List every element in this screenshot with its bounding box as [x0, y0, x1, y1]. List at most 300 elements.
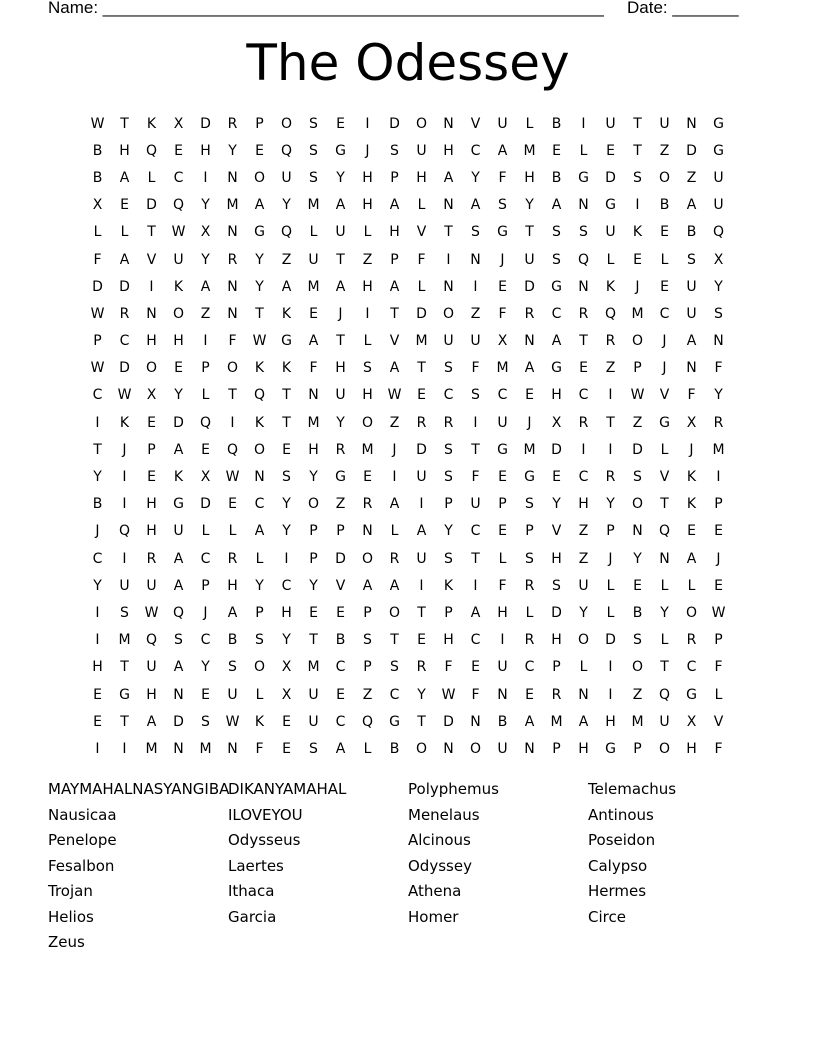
grid-letter: F	[498, 577, 507, 594]
grid-letter: F	[714, 740, 723, 757]
grid-letter: Q	[145, 632, 158, 649]
grid-letter: X	[686, 414, 697, 431]
grid-letter: H	[524, 169, 535, 186]
grid-letter: U	[173, 523, 184, 540]
grid-letter: Y	[201, 197, 210, 214]
grid-letter: C	[335, 713, 346, 730]
grid-letter: M	[145, 740, 158, 757]
grid-letter: A	[686, 550, 697, 567]
grid-letter: A	[389, 577, 400, 594]
grid-letter: U	[659, 713, 670, 730]
grid-letter: H	[362, 278, 373, 295]
grid-letter: N	[497, 686, 508, 703]
grid-letter: I	[581, 441, 586, 458]
grid-letter: N	[362, 523, 373, 540]
grid-letter: N	[578, 197, 589, 214]
grid-letter: A	[227, 604, 238, 621]
grid-letter: V	[659, 387, 670, 404]
grid-letter: W	[90, 305, 105, 322]
grid-letter: Y	[417, 686, 426, 703]
grid-letter: A	[173, 550, 184, 567]
grid-letter: U	[605, 115, 616, 132]
grid-letter: Y	[552, 496, 561, 513]
grid-letter: J	[608, 550, 613, 567]
grid-letter: T	[444, 224, 453, 241]
grid-letter: S	[390, 142, 399, 159]
grid-letter: S	[498, 197, 507, 214]
grid-letter: G	[254, 224, 265, 241]
grid-letter: C	[281, 577, 292, 594]
grid-letter: R	[389, 550, 400, 567]
word-list	[48, 777, 768, 956]
grid-letter: A	[389, 197, 400, 214]
grid-letter: Y	[255, 251, 264, 268]
grid-letter: P	[93, 333, 102, 350]
grid-letter: H	[416, 169, 427, 186]
grid-letter: G	[281, 333, 292, 350]
grid-letter: N	[308, 387, 319, 404]
grid-letter: I	[716, 469, 721, 486]
grid-letter: W	[144, 604, 159, 621]
grid-letter: F	[471, 360, 480, 377]
grid-letter: L	[579, 659, 588, 676]
grid-letter: M	[550, 713, 563, 730]
grid-letter: D	[524, 278, 535, 295]
grid-letter: X	[497, 333, 508, 350]
grid-letter: I	[95, 414, 100, 431]
name-field-label: Name: _____________________________________________________	[48, 0, 604, 17]
grid-letter: L	[147, 169, 156, 186]
grid-letter: O	[226, 360, 239, 377]
grid-letter: I	[608, 659, 613, 676]
grid-letter: S	[201, 713, 210, 730]
grid-letter: A	[146, 713, 157, 730]
grid-letter: F	[471, 469, 480, 486]
grid-letter: Z	[335, 496, 346, 513]
grid-letter: A	[335, 740, 346, 757]
grid-letter: A	[281, 278, 292, 295]
word-list-item: Poseidon	[588, 831, 656, 849]
grid-letter: X	[281, 659, 292, 676]
word-list-item: Odyssey	[408, 856, 472, 875]
grid-letter: N	[524, 333, 535, 350]
grid-letter: Y	[579, 604, 588, 621]
grid-letter: B	[551, 169, 562, 186]
grid-letter: P	[444, 496, 453, 513]
grid-letter: A	[200, 278, 211, 295]
grid-letter: C	[686, 659, 697, 676]
grid-letter: U	[713, 197, 724, 214]
grid-letter: N	[578, 686, 589, 703]
grid-letter: F	[255, 740, 264, 757]
grid-letter: M	[307, 197, 320, 214]
grid-letter: H	[443, 142, 454, 159]
grid-letter: B	[497, 713, 508, 730]
grid-letter: F	[228, 333, 237, 350]
grid-letter: I	[419, 496, 424, 513]
grid-letter: S	[552, 577, 561, 594]
grid-letter: M	[712, 441, 725, 458]
grid-letter: G	[659, 414, 670, 431]
grid-letter: U	[497, 659, 508, 676]
word-list-item: Athena	[408, 882, 462, 900]
grid-letter: R	[686, 632, 697, 649]
grid-letter: T	[660, 496, 669, 513]
grid-letter: I	[473, 577, 478, 594]
grid-letter: O	[415, 740, 428, 757]
grid-letter: R	[227, 550, 238, 567]
grid-letter: Y	[228, 142, 237, 159]
grid-letter: Q	[172, 197, 185, 214]
word-list-item: ILOVEYOU	[228, 805, 303, 824]
grid-letter: M	[361, 441, 374, 458]
grid-letter: L	[606, 604, 615, 621]
grid-letter: M	[307, 278, 320, 295]
grid-letter: R	[578, 414, 589, 431]
grid-letter: T	[390, 632, 399, 649]
grid-letter: W	[225, 713, 240, 730]
word-list-item: Odysseus	[228, 831, 301, 849]
word-list-item: Laertes	[228, 856, 284, 875]
grid-letter: U	[497, 115, 508, 132]
grid-letter: Z	[200, 305, 211, 322]
grid-letter: L	[363, 333, 372, 350]
grid-letter: H	[443, 632, 454, 649]
grid-letter: O	[685, 604, 698, 621]
grid-letter: Z	[632, 414, 643, 431]
word-list-item: Ithaca	[228, 882, 275, 900]
grid-letter: S	[552, 224, 561, 241]
word-search-grid	[84, 110, 732, 763]
grid-letter: A	[254, 523, 265, 540]
grid-letter: P	[363, 604, 372, 621]
grid-letter: G	[119, 686, 130, 703]
grid-letter: T	[579, 333, 588, 350]
grid-letter: A	[416, 523, 427, 540]
grid-letter: U	[686, 305, 697, 322]
grid-letter: E	[525, 387, 534, 404]
grid-letter: I	[230, 414, 235, 431]
grid-letter: Z	[281, 251, 292, 268]
grid-letter: E	[201, 686, 210, 703]
grid-letter: Q	[658, 686, 671, 703]
grid-letter: T	[336, 333, 345, 350]
grid-letter: B	[227, 632, 238, 649]
grid-letter: M	[307, 414, 320, 431]
grid-letter: K	[686, 496, 697, 513]
grid-letter: R	[416, 414, 427, 431]
grid-letter: T	[525, 224, 534, 241]
grid-letter: A	[173, 441, 184, 458]
grid-letter: R	[416, 659, 427, 676]
grid-letter: B	[92, 169, 103, 186]
grid-letter: C	[443, 387, 454, 404]
grid-letter: Q	[172, 604, 185, 621]
grid-letter: L	[363, 224, 372, 241]
grid-letter: Z	[362, 686, 373, 703]
grid-letter: V	[416, 224, 427, 241]
grid-letter: I	[122, 496, 127, 513]
grid-letter: Y	[282, 496, 291, 513]
grid-letter: G	[335, 142, 346, 159]
grid-letter: B	[551, 115, 562, 132]
grid-letter: A	[524, 360, 535, 377]
grid-letter: A	[497, 142, 508, 159]
grid-letter: O	[631, 333, 644, 350]
grid-letter: I	[446, 251, 451, 268]
grid-letter: D	[389, 115, 400, 132]
grid-letter: J	[662, 333, 667, 350]
grid-letter: U	[146, 659, 157, 676]
grid-letter: E	[147, 469, 156, 486]
grid-letter: V	[713, 713, 724, 730]
grid-letter: B	[632, 604, 643, 621]
grid-letter: Y	[282, 632, 291, 649]
grid-letter: P	[552, 740, 561, 757]
grid-letter: R	[713, 414, 724, 431]
grid-letter: J	[689, 441, 694, 458]
grid-letter: C	[470, 523, 481, 540]
grid-letter: C	[200, 550, 211, 567]
grid-letter: S	[255, 632, 264, 649]
grid-letter: X	[551, 414, 562, 431]
grid-letter: V	[335, 577, 346, 594]
grid-letter: Q	[577, 251, 590, 268]
grid-letter: G	[497, 441, 508, 458]
grid-letter: A	[173, 659, 184, 676]
grid-letter: S	[633, 169, 642, 186]
grid-letter: X	[713, 251, 724, 268]
grid-letter: M	[523, 441, 536, 458]
page-title: The Odessey	[246, 34, 570, 92]
date-field-label: Date: _______	[627, 0, 739, 17]
grid-letter: Y	[525, 197, 534, 214]
grid-letter: A	[173, 577, 184, 594]
grid-letter: E	[255, 142, 264, 159]
grid-letter: E	[498, 278, 507, 295]
grid-letter: U	[713, 169, 724, 186]
grid-letter: P	[633, 360, 642, 377]
grid-letter: S	[309, 740, 318, 757]
grid-letter: E	[633, 577, 642, 594]
grid-letter: H	[551, 550, 562, 567]
grid-letter: S	[444, 360, 453, 377]
grid-letter: S	[363, 632, 372, 649]
grid-letter: L	[255, 686, 264, 703]
grid-letter: Y	[201, 659, 210, 676]
grid-letter: L	[660, 632, 669, 649]
grid-letter: K	[254, 713, 265, 730]
grid-letter: E	[687, 523, 696, 540]
grid-letter: H	[551, 632, 562, 649]
grid-letter: X	[173, 115, 184, 132]
grid-letter: S	[714, 305, 723, 322]
grid-letter: Q	[118, 523, 131, 540]
grid-letter: H	[497, 604, 508, 621]
grid-letter: C	[173, 169, 184, 186]
grid-letter: T	[255, 305, 264, 322]
grid-letter: Z	[605, 360, 616, 377]
grid-letter: T	[606, 414, 615, 431]
grid-letter: S	[471, 387, 480, 404]
grid-letter: J	[662, 360, 667, 377]
grid-letter: S	[444, 441, 453, 458]
grid-letter: E	[633, 251, 642, 268]
word-list-item: Homer	[408, 907, 459, 926]
grid-letter: E	[282, 740, 291, 757]
grid-letter: U	[146, 577, 157, 594]
grid-letter: V	[659, 469, 670, 486]
grid-letter: O	[631, 496, 644, 513]
grid-letter: S	[444, 550, 453, 567]
grid-letter: V	[146, 251, 157, 268]
grid-letter: G	[605, 197, 616, 214]
grid-letter: E	[498, 523, 507, 540]
grid-letter: H	[686, 740, 697, 757]
grid-letter: T	[120, 713, 129, 730]
grid-letter: R	[335, 441, 346, 458]
grid-letter: D	[335, 550, 346, 567]
grid-letter: M	[118, 632, 131, 649]
grid-letter: F	[498, 169, 507, 186]
grid-letter: G	[173, 496, 184, 513]
grid-letter: H	[605, 713, 616, 730]
grid-letter: E	[471, 659, 480, 676]
grid-letter: E	[93, 686, 102, 703]
grid-letter: W	[387, 387, 402, 404]
grid-letter: T	[282, 414, 291, 431]
grid-letter: D	[146, 197, 157, 214]
grid-letter: N	[443, 740, 454, 757]
word-list-item: Trojan	[48, 882, 93, 900]
grid-letter: E	[579, 360, 588, 377]
grid-letter: J	[527, 414, 532, 431]
grid-letter: L	[579, 142, 588, 159]
grid-letter: P	[255, 604, 264, 621]
grid-letter: L	[201, 523, 210, 540]
grid-letter: T	[471, 550, 480, 567]
word-list-item: Calypso	[588, 856, 648, 875]
grid-letter: C	[92, 387, 103, 404]
word-list-item: Antinous	[588, 805, 654, 824]
grid-letter: O	[307, 496, 320, 513]
grid-letter: U	[416, 142, 427, 159]
grid-letter: W	[171, 224, 186, 241]
grid-letter: I	[419, 577, 424, 594]
grid-letter: P	[390, 251, 399, 268]
word-list-item: Helios	[48, 907, 94, 926]
grid-letter: L	[255, 550, 264, 567]
grid-letter: P	[201, 360, 210, 377]
grid-letter: D	[605, 169, 616, 186]
grid-letter: L	[498, 550, 507, 567]
grid-letter: K	[443, 577, 454, 594]
grid-letter: H	[146, 523, 157, 540]
grid-letter: Q	[712, 224, 725, 241]
grid-letter: I	[203, 169, 208, 186]
grid-letter: L	[660, 441, 669, 458]
grid-letter: D	[686, 142, 697, 159]
grid-letter: P	[309, 523, 318, 540]
grid-letter: H	[281, 604, 292, 621]
word-list-item: Hermes	[588, 882, 647, 900]
grid-letter: R	[227, 115, 238, 132]
grid-letter: S	[309, 115, 318, 132]
grid-letter: D	[119, 278, 130, 295]
grid-letter: P	[390, 169, 399, 186]
grid-letter: O	[280, 115, 293, 132]
grid-letter: K	[281, 305, 292, 322]
grid-letter: K	[146, 115, 157, 132]
grid-letter: F	[714, 360, 723, 377]
grid-letter: H	[146, 686, 157, 703]
grid-letter: S	[174, 632, 183, 649]
grid-letter: Y	[336, 169, 345, 186]
grid-letter: U	[308, 686, 319, 703]
grid-letter: E	[417, 387, 426, 404]
grid-letter: Z	[470, 305, 481, 322]
grid-letter: P	[525, 523, 534, 540]
grid-letter: P	[714, 496, 723, 513]
grid-letter: W	[630, 387, 645, 404]
grid-letter: P	[606, 523, 615, 540]
grid-letter: S	[687, 251, 696, 268]
grid-letter: N	[578, 278, 589, 295]
grid-letter: P	[444, 604, 453, 621]
grid-letter: V	[551, 523, 562, 540]
grid-letter: C	[578, 387, 589, 404]
grid-letter: L	[660, 577, 669, 594]
grid-letter: J	[500, 251, 505, 268]
grid-letter: J	[365, 142, 370, 159]
grid-letter: I	[608, 686, 613, 703]
grid-letter: U	[416, 550, 427, 567]
grid-letter: O	[658, 740, 671, 757]
grid-letter: T	[228, 387, 237, 404]
grid-letter: P	[498, 496, 507, 513]
grid-letter: A	[389, 278, 400, 295]
grid-letter: A	[389, 496, 400, 513]
grid-letter: N	[443, 197, 454, 214]
grid-letter: H	[92, 659, 103, 676]
grid-letter: I	[365, 305, 370, 322]
grid-letter: B	[686, 224, 697, 241]
grid-letter: Q	[361, 713, 374, 730]
grid-letter: K	[173, 278, 184, 295]
grid-letter: O	[658, 169, 671, 186]
grid-letter: W	[711, 604, 726, 621]
grid-letter: P	[255, 115, 264, 132]
grid-letter: B	[92, 496, 103, 513]
grid-letter: I	[473, 414, 478, 431]
grid-letter: C	[551, 305, 562, 322]
grid-letter: C	[92, 550, 103, 567]
grid-letter: A	[335, 197, 346, 214]
grid-letter: N	[254, 469, 265, 486]
grid-letter: T	[417, 604, 426, 621]
grid-letter: A	[335, 278, 346, 295]
grid-letter: D	[416, 441, 427, 458]
grid-letter: G	[389, 713, 400, 730]
grid-letter: O	[253, 169, 266, 186]
word-list-item: Polyphemus	[408, 780, 499, 798]
grid-letter: S	[282, 469, 291, 486]
grid-letter: K	[119, 414, 130, 431]
grid-letter: Z	[686, 169, 697, 186]
word-list-item: Penelope	[48, 831, 117, 849]
grid-letter: N	[659, 550, 670, 567]
grid-letter: A	[551, 197, 562, 214]
